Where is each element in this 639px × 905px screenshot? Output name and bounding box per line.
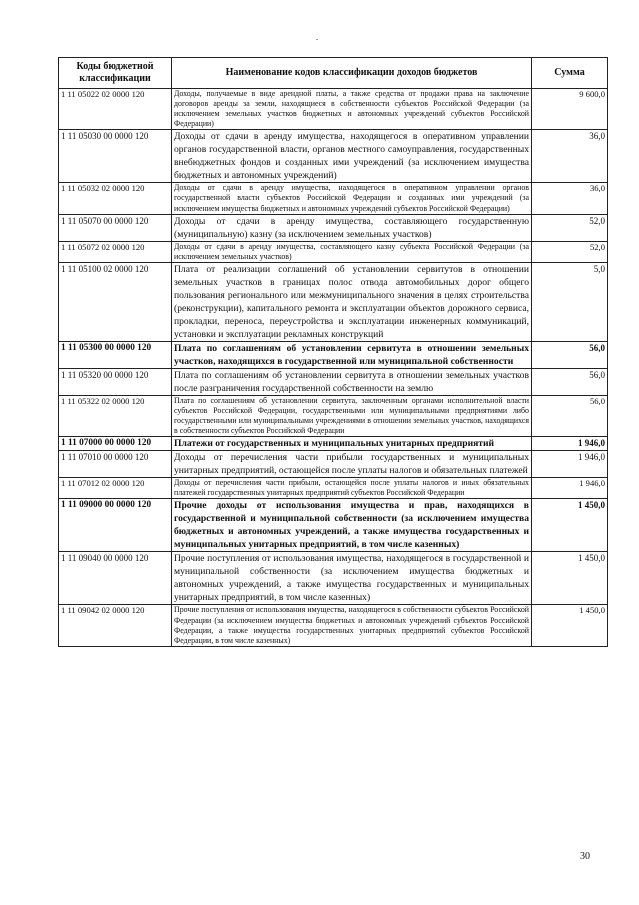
row-code: 1 11 05022 02 0000 120 bbox=[59, 89, 172, 130]
row-sum: 1 946,0 bbox=[532, 478, 608, 499]
row-code: 1 11 05030 00 0000 120 bbox=[59, 130, 172, 183]
table-row bbox=[59, 341, 608, 368]
table-row bbox=[59, 437, 608, 451]
row-sum: 1 450,0 bbox=[532, 499, 608, 552]
row-sum: 5,0 bbox=[532, 262, 608, 341]
row-code: 1 11 05320 00 0000 120 bbox=[59, 368, 172, 395]
header-sum: Сумма bbox=[532, 58, 608, 89]
row-sum: 9 600,0 bbox=[532, 89, 608, 130]
row-name: Доходы от сдачи в аренду имущества, составляющего государственную (муниципальную) казну (за исключением земельных участков) bbox=[172, 214, 532, 241]
revenue-table-sheet bbox=[58, 57, 607, 647]
row-name: Плата по соглашениям об установлении сервитута в отношении земельных участков, находящихся в государственной или муниципальной собственности bbox=[172, 341, 532, 368]
row-name: Прочие поступления от использования имущества, находящегося в государственной и муниципальной собственности (за исключением имущества бюджетных и автономных учреждений, а также имущества государственных и муниципальных унитарных предприятий, в том числе казенных) bbox=[172, 552, 532, 605]
row-sum: 1 946,0 bbox=[532, 437, 608, 451]
row-sum: 1 450,0 bbox=[532, 605, 608, 646]
table-row bbox=[59, 368, 608, 395]
row-code: 1 11 05300 00 0000 120 bbox=[59, 341, 172, 368]
header-code: Коды бюджетной классификации bbox=[59, 58, 172, 89]
row-code: 1 11 09042 02 0000 120 bbox=[59, 605, 172, 646]
row-sum: 56,0 bbox=[532, 341, 608, 368]
table-row bbox=[59, 552, 608, 605]
row-sum: 36,0 bbox=[532, 130, 608, 183]
row-sum: 56,0 bbox=[532, 395, 608, 436]
row-name: Доходы от сдачи в аренду имущества, находящегося в оперативном управлении органов государственной власти, органов местного самоуправления, государственных внебюджетных фондов и созданных ими учреждений (за исключением имущества бюджетных и автономных учреждений) bbox=[172, 130, 532, 183]
row-name: Доходы от перечисления части прибыли, остающейся после уплаты налогов и иных обязательных платежей государственных унитарных предприятий субъектов Российской Федерации bbox=[172, 478, 532, 499]
page-number: 30 bbox=[580, 851, 590, 862]
row-code: 1 11 05322 02 0000 120 bbox=[59, 395, 172, 436]
table-row bbox=[59, 89, 608, 130]
row-sum: 1 946,0 bbox=[532, 451, 608, 478]
row-code: 1 11 09040 00 0000 120 bbox=[59, 552, 172, 605]
row-sum: 52,0 bbox=[532, 214, 608, 241]
row-code: 1 11 09000 00 0000 120 bbox=[59, 499, 172, 552]
row-code: 1 11 05072 02 0000 120 bbox=[59, 241, 172, 262]
row-name: Платежи от государственных и муниципальных унитарных предприятий bbox=[172, 437, 532, 451]
row-name: Доходы, получаемые в виде арендной платы, а также средства от продажи права на заключение договоров аренды за земли, находящиеся в собственности субъектов Российской Федерации (за исключением земельных участков бюджетных и автономных учреждений субъектов Российской Федерации) bbox=[172, 89, 532, 130]
row-name: Плата от реализации соглашений об установлении сервитутов в отношении земельных участков в границах полос отвода автомобильных дорог общего пользования регионального или межмуниципального значения в целях строительства (реконструкции), капитального ремонта и эксплуатации объектов дорожного сервиса, прокладки, переноса, переустройства и эксплуатации инженерных коммуникаций, установки и эксплуатации рекламных конструкций bbox=[172, 262, 532, 341]
row-name: Прочие поступления от использования имущества, находящегося в собственности субъектов Российской Федерации (за исключением имущества бюджетных и автономных учреждений субъектов Российской Федерации, а также имущества государственных унитарных предприятий субъектов Российской Федерации, в том числе казенных) bbox=[172, 605, 532, 646]
table-body bbox=[59, 89, 608, 647]
row-sum: 36,0 bbox=[532, 183, 608, 214]
budget-revenue-table bbox=[58, 57, 608, 647]
row-code: 1 11 05100 02 0000 120 bbox=[59, 262, 172, 341]
row-name: Доходы от сдачи в аренду имущества, находящегося в оперативном управлении органов государственной власти субъектов Российской Федерации и созданных ими учреждений (за исключением имущества бюджетных и автономных учреждений субъектов Российской Федерации) bbox=[172, 183, 532, 214]
table-row bbox=[59, 478, 608, 499]
row-code: 1 11 07000 00 0000 120 bbox=[59, 437, 172, 451]
row-name: Плата по соглашениям об установлении сервитута, заключенным органами исполнительной власти субъектов Российской Федерации, государственными или муниципальными предприятиями либо государственными или муниципальными учреждениями в отношении земельных участков, находящихся в собственности субъектов Российской Федерации bbox=[172, 395, 532, 436]
row-name: Доходы от перечисления части прибыли государственных и муниципальных унитарных предприятий, остающейся после уплаты налогов и обязательных платежей bbox=[172, 451, 532, 478]
row-sum: 56,0 bbox=[532, 368, 608, 395]
row-code: 1 11 05032 02 0000 120 bbox=[59, 183, 172, 214]
row-sum: 1 450,0 bbox=[532, 552, 608, 605]
row-name: Доходы от сдачи в аренду имущества, составляющего казну субъекта Российской Федерации (за исключением земельных участков) bbox=[172, 241, 532, 262]
table-header-row bbox=[59, 58, 608, 89]
row-sum: 52,0 bbox=[532, 241, 608, 262]
row-code: 1 11 07010 00 0000 120 bbox=[59, 451, 172, 478]
table-row bbox=[59, 451, 608, 478]
row-name: Прочие доходы от использования имущества и прав, находящихся в государственной и муниципальной собственности (за исключением имущества бюджетных и автономных учреждений, а также имущества государственных и муниципальных унитарных предприятий, в том числе казенных) bbox=[172, 499, 532, 552]
table-row bbox=[59, 130, 608, 183]
table-row bbox=[59, 395, 608, 436]
table-row bbox=[59, 605, 608, 646]
table-row bbox=[59, 241, 608, 262]
table-row bbox=[59, 499, 608, 552]
row-code: 1 11 07012 02 0000 120 bbox=[59, 478, 172, 499]
header-name: Наименование кодов классификации доходов бюджетов bbox=[172, 58, 532, 89]
row-code: 1 11 05070 00 0000 120 bbox=[59, 214, 172, 241]
table-row bbox=[59, 183, 608, 214]
table-row bbox=[59, 214, 608, 241]
table-row bbox=[59, 262, 608, 341]
row-name: Плата по соглашениям об установлении сервитута в отношении земельных участков после разграничения государственной собственности на землю bbox=[172, 368, 532, 395]
